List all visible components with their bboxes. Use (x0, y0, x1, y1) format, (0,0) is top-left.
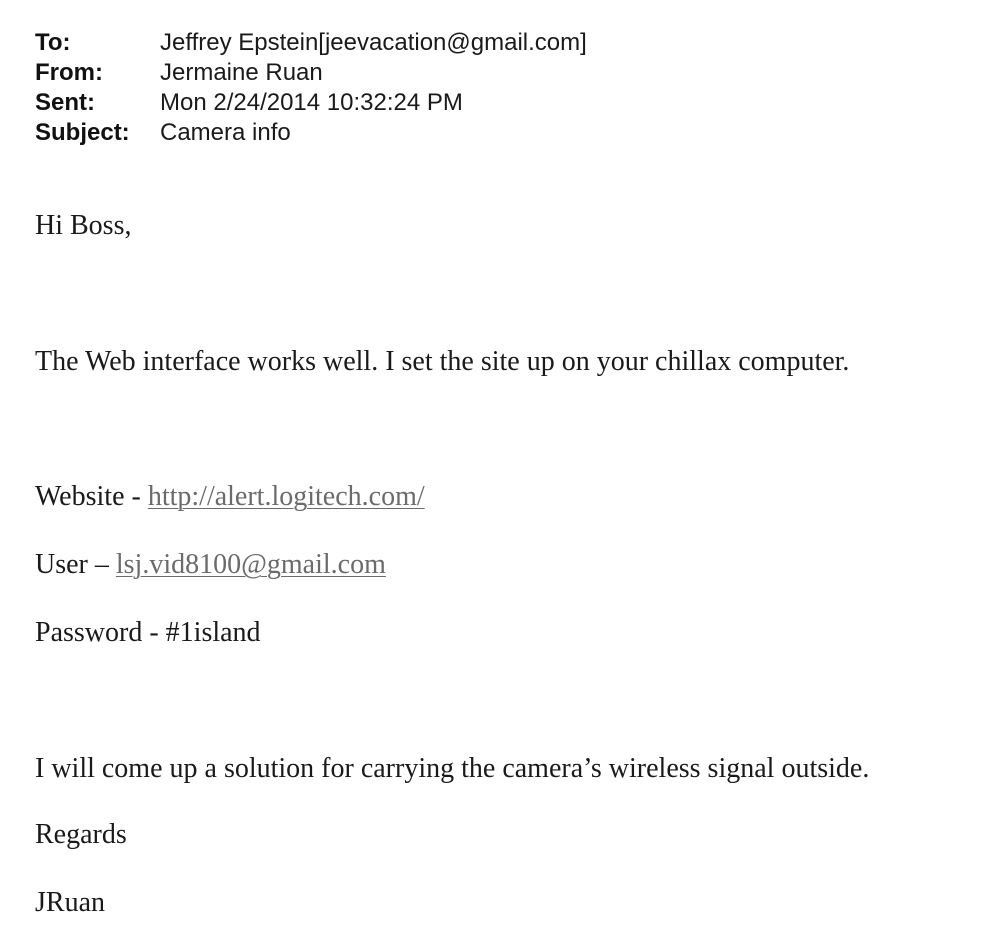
closing-text: Regards (35, 819, 127, 850)
email-header (35, 28, 587, 148)
to-row (35, 28, 587, 58)
sent-row (35, 88, 587, 118)
subject-row (35, 118, 587, 148)
from-row (35, 58, 587, 88)
user-email-link[interactable]: lsj.vid8100@gmail.com (115, 549, 386, 580)
password-line: Password - #1island (35, 617, 261, 648)
sent-value: Mon 2/24/2014 10:32:24 PM (160, 89, 463, 116)
user-label: User – (35, 549, 116, 580)
signature-text: JRuan (35, 887, 105, 918)
to-label: To: (35, 29, 71, 56)
subject-value: Camera info (160, 119, 291, 146)
subject-label: Subject: (35, 119, 130, 146)
website-label: Website - (35, 481, 148, 512)
body-paragraph-wireless-signal: I will come up a solution for carrying the camera’s wireless signal outside. (35, 753, 870, 784)
website-link[interactable]: http://alert.logitech.com/ (147, 481, 425, 512)
from-label: From: (35, 59, 103, 86)
sent-label: Sent: (35, 89, 95, 116)
greeting-text: Hi Boss, (35, 210, 132, 241)
website-line (35, 480, 425, 514)
from-value: Jermaine Ruan (160, 59, 323, 86)
to-value: Jeffrey Epstein[jeevacation@gmail.com] (160, 29, 587, 56)
user-line (35, 548, 386, 582)
body-paragraph-web-interface: The Web interface works well. I set the site up on your chillax computer. (35, 346, 850, 377)
